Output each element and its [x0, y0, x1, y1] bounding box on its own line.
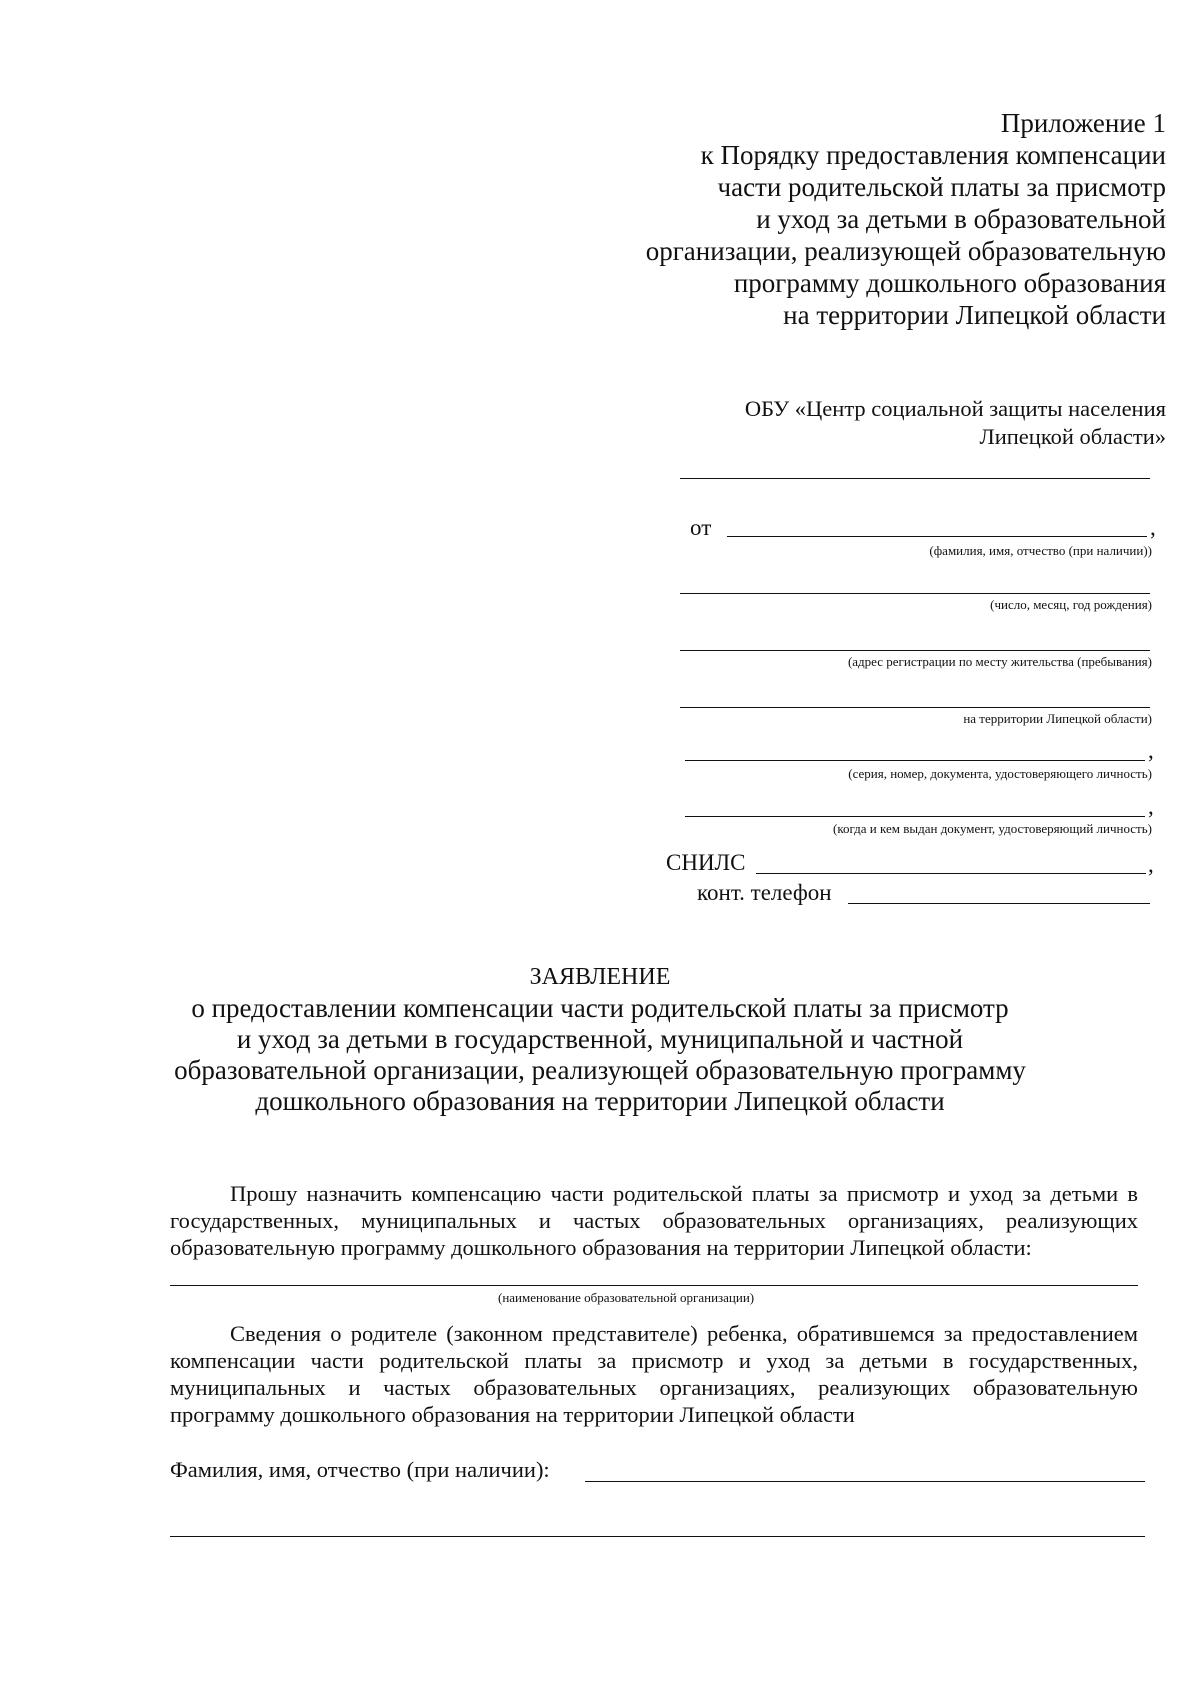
annex-line: Приложение 1 — [1000, 108, 1166, 138]
recipient-line-1: ОБУ «Центр социальной защиты населения — [744, 396, 1166, 421]
subtitle-line: дошкольного образования на территории Липецкой области — [255, 1086, 945, 1116]
phone-field[interactable] — [848, 903, 1150, 904]
birth-date-field[interactable] — [680, 593, 1150, 594]
parent-fio-field-2[interactable] — [170, 1536, 1145, 1537]
comma: , — [1148, 738, 1154, 763]
request-paragraph: Прошу назначить компенсацию части родительской платы за присмотр и уход за детьми в государственных, муниципальных и частых образовательных организациях, реализующих образовательную программу дошкольного образования на территории Липецкой области: — [170, 1181, 1138, 1260]
subtitle-line: образовательной организации, реализующей образовательную программу — [174, 1055, 1026, 1085]
subtitle-line: о предоставлении компенсации части родительской платы за присмотр — [191, 993, 1009, 1023]
title-word: ЗАЯВЛЕНИЕ — [529, 964, 671, 990]
org-caption: (наименование образовательной организации) — [498, 1290, 755, 1305]
parent-info-paragraph: Сведения о родителе (законном представителе) ребенка, обратившемся за предоставлением компенсации части родительской платы за присмотр и уход за детьми в государственных, муниципальных и частых образовательных организациях, реализующих образовательную программу дошкольного образования на территории Липецкой области — [170, 1321, 1138, 1427]
region-caption: на территории Липецкой области) — [963, 711, 1152, 726]
document-subtitle — [120, 993, 1080, 1117]
comma: , — [1150, 515, 1156, 540]
organization-name-field[interactable] — [170, 1285, 1138, 1286]
birth-caption: (число, месяц, год рождения) — [990, 597, 1152, 612]
phone-label: конт. телефон — [697, 880, 832, 905]
annex-line: и уход за детьми в образовательной — [756, 204, 1166, 234]
annex-line: части родительской платы за присмотр — [717, 172, 1166, 202]
annex-line: организации, реализующей образовательную — [645, 236, 1166, 266]
snils-field[interactable] — [756, 873, 1146, 874]
annex-block — [566, 107, 1166, 331]
parent-fio-label: Фамилия, имя, отчество (при наличии): — [170, 1457, 550, 1482]
recipient-blank-line[interactable] — [680, 478, 1150, 479]
parent-fio-field[interactable] — [585, 1481, 1145, 1482]
recipient-line-2: Липецкой области» — [979, 424, 1166, 449]
snils-label: СНИЛС — [666, 850, 746, 875]
applicant-fio-field[interactable] — [727, 536, 1147, 537]
subtitle-line: и уход за детьми в государственной, муниципальной и частной — [236, 1024, 964, 1054]
annex-line: программу дошкольного образования — [733, 268, 1166, 298]
document-title — [120, 962, 1080, 993]
address-field-2[interactable] — [680, 707, 1150, 708]
annex-line: к Порядку предоставления компенсации — [700, 140, 1166, 170]
fio-caption: (фамилия, имя, отчество (при наличии)) — [929, 543, 1152, 558]
comma: , — [1148, 794, 1154, 819]
issued-caption: (когда и кем выдан документ, удостоверяющий личность) — [832, 821, 1152, 836]
passport-field[interactable] — [685, 760, 1145, 761]
recipient-block — [646, 395, 1166, 451]
annex-line: на территории Липецкой области — [783, 300, 1166, 330]
passport-caption: (серия, номер, документа, удостоверяющего личность) — [848, 766, 1152, 781]
comma: , — [1148, 852, 1154, 877]
address-caption: (адрес регистрации по месту жительства (пребывания) — [847, 654, 1152, 669]
address-field[interactable] — [680, 650, 1150, 651]
document-issued-field[interactable] — [685, 816, 1145, 817]
from-label: от — [690, 515, 712, 540]
